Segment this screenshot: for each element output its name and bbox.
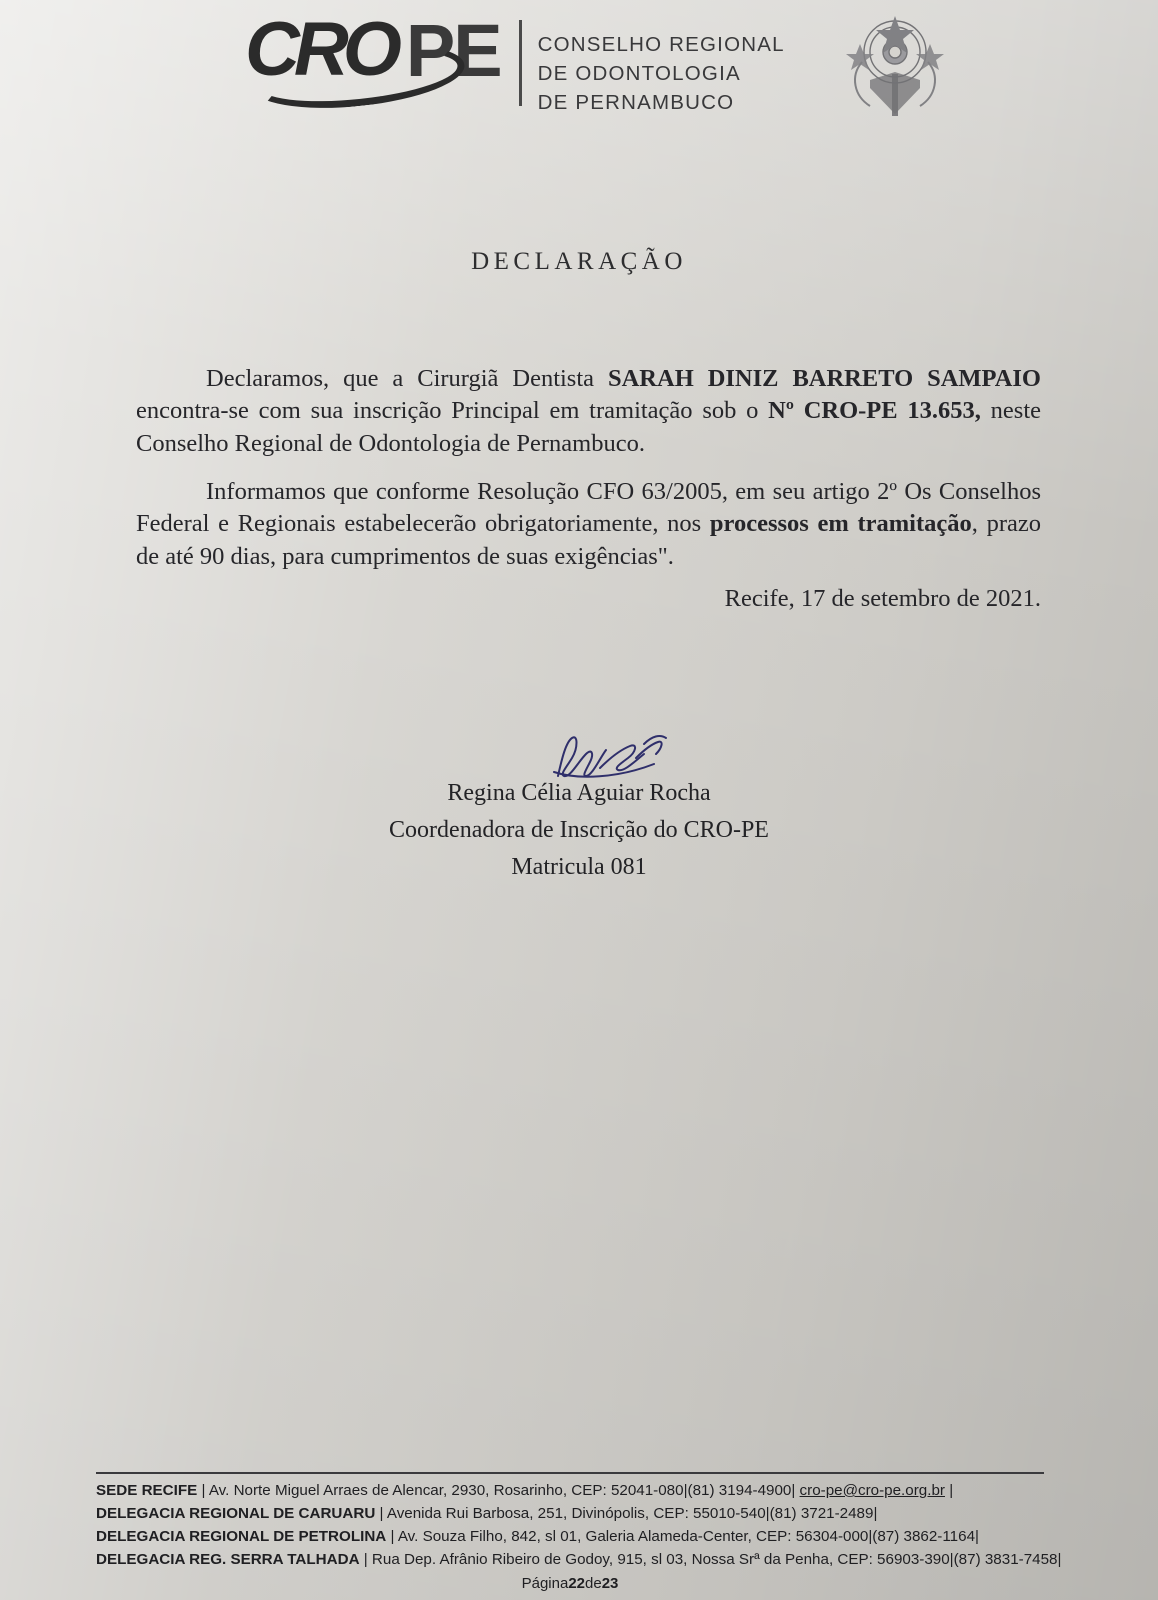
footer-divider: [96, 1472, 1044, 1474]
footer-tail-recife: |: [944, 1482, 954, 1499]
organization-name: [538, 30, 785, 117]
footer-email-link[interactable]: cro-pe@cro-pe.org.br: [799, 1482, 945, 1499]
letterhead: [0, 8, 1158, 128]
footer-address-caruaru: | Avenida Rui Barbosa, 251, Divinópolis, CEP: 55010-540|(81) 3721-2489|: [375, 1505, 878, 1523]
registration-number: Nº CRO-PE 13.653,: [768, 397, 981, 425]
brasao-republica-icon: [840, 14, 950, 118]
org-line-1: CONSELHO REGIONAL: [537, 33, 785, 56]
signer-role: Coordenadora de Inscrição do CRO-PE: [389, 817, 769, 844]
cro-pe-logo: [245, 7, 785, 117]
p1-text-1: Declaramos, que a Cirurgiã Dentista: [206, 365, 608, 392]
footer-address-serra-talhada: | Rua Dep. Afrânio Ribeiro de Godoy, 915, sl 03, Nossa Srª da Penha, CEP: 56903-390|(87) 3831-7458|: [359, 1551, 1062, 1569]
logo-cro-text: [245, 7, 402, 92]
page-current: 22: [568, 1575, 586, 1593]
signer-registration: Matricula 081: [511, 854, 647, 881]
p2-text-2: , prazo de até 90 dias, para cumprimentos de suas exigências".: [136, 510, 1041, 570]
logo-cro-label: CRO: [245, 7, 396, 92]
footer-line-caruaru: [96, 1502, 1044, 1525]
signature-block: [0, 775, 1158, 887]
page-title: DECLARAÇÃO: [471, 248, 687, 275]
paragraph-2: [136, 476, 1041, 573]
p2-text-1: Informamos que conforme Resolução CFO 63/2005, em seu artigo 2º Os Conselhos Federal e Regionais estabelecerão obrigatoriamente, nos: [136, 477, 1041, 538]
paragraph-1: [136, 363, 1041, 460]
footer-address-recife: | Av. Norte Miguel Arraes de Alencar, 2930, Rosarinho, CEP: 52041-080|(81) 3194-4900|: [197, 1482, 800, 1499]
footer-address-petrolina: | Av. Souza Filho, 842, sl 01, Galeria Alameda-Center, CEP: 56304-000|(87) 3862-1164|: [386, 1528, 979, 1546]
footer-label-recife: SEDE RECIFE: [96, 1482, 198, 1499]
logo-divider: [519, 20, 522, 106]
page-total: 23: [601, 1575, 619, 1593]
page-middle: de: [585, 1575, 602, 1593]
footer-label-petrolina: DELEGACIA REGIONAL DE PETROLINA: [96, 1528, 387, 1546]
declarant-name: SARAH DINIZ BARRETO SAMPAIO: [607, 365, 1041, 392]
logo-pe-label: PE: [405, 9, 501, 92]
org-line-2: DE ODONTOLOGIA: [537, 62, 741, 86]
page-prefix: Página: [521, 1575, 569, 1593]
footer-line-serra-talhada: [96, 1548, 1062, 1571]
footer: [96, 1472, 1062, 1593]
p1-text-3: neste Conselho Regional de Odontologia de Pernambuco.: [136, 397, 1041, 457]
signer-name: Regina Célia Aguiar Rocha: [447, 780, 711, 806]
page-number: [96, 1575, 1044, 1592]
date-line: Recife, 17 de setembro de 2021.: [724, 585, 1041, 612]
p2-emphasis: processos em tramitação: [709, 510, 972, 538]
footer-line-petrolina: [96, 1525, 1044, 1548]
org-line-3: DE PERNAMBUCO: [537, 91, 735, 115]
footer-label-caruaru: DELEGACIA REGIONAL DE CARUARU: [96, 1505, 376, 1523]
document-body: [136, 363, 1041, 589]
footer-label-serra-talhada: DELEGACIA REG. SERRA TALHADA: [96, 1551, 360, 1569]
p1-text-2: encontra-se com sua inscrição Principal em tramitação sob o: [136, 397, 769, 425]
footer-line-recife: [96, 1479, 1044, 1502]
